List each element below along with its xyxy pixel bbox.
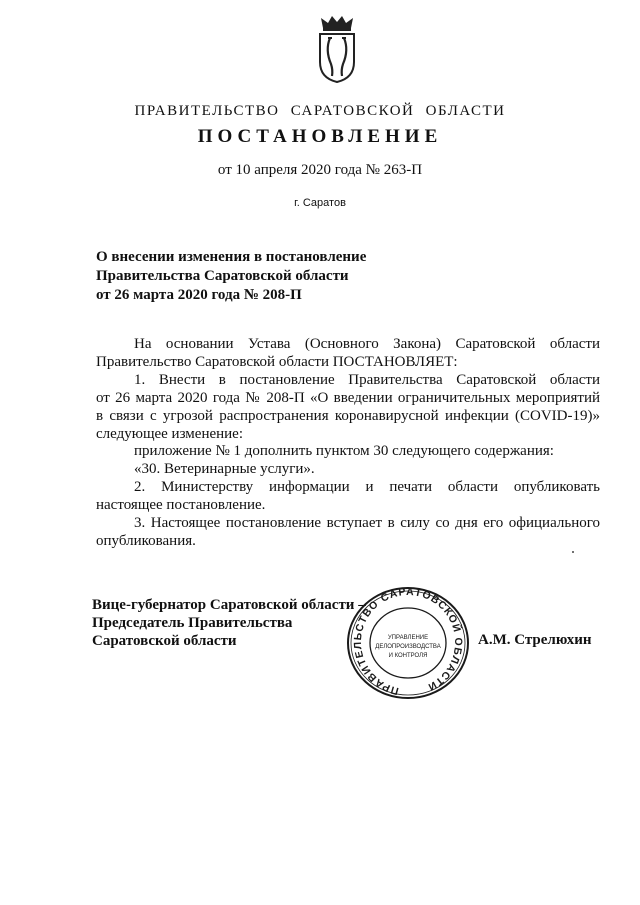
government-name: ПРАВИТЕЛЬСТВО САРАТОВСКОЙ ОБЛАСТИ	[134, 103, 506, 119]
body-line: опубликования.	[96, 533, 196, 549]
document-title-line: Правительства Саратовской области	[96, 268, 349, 284]
body-line: приложение № 1 дополнить пунктом 30 следующего содержания:	[134, 443, 554, 459]
body-line: «30. Ветеринарные услуги».	[134, 461, 315, 477]
document-title-line: от 26 марта 2020 года № 208-П	[96, 287, 302, 303]
document-city: г. Саратов	[294, 197, 346, 209]
body-line: 1. Внести в постановление Правительства Саратовской области	[134, 372, 600, 388]
stamp-ring-text: ПРАВИТЕЛЬСТВО САРАТОВСКОЙ ОБЛАСТИ	[351, 585, 465, 698]
document-date-number: от 10 апреля 2020 года № 263-П	[217, 162, 423, 178]
signatory-name: А.М. Стрелюхин	[478, 632, 592, 648]
signatory-position-line: Председатель Правительства	[92, 615, 293, 631]
document-type: ПОСТАНОВЛЕНИЕ	[197, 126, 443, 147]
body-line: 3. Настоящее постановление вступает в силу со дня его официального	[134, 515, 600, 531]
body-line: 2. Министерству информации и печати области опубликовать	[134, 479, 600, 495]
body-line: следующее изменение:	[96, 426, 244, 442]
document-title	[96, 248, 366, 305]
official-stamp	[343, 585, 473, 705]
body-line: в связи с угрозой распространения коронавирусной инфекции (COVID-19)»	[96, 408, 600, 424]
body-line: от 26 марта 2020 года № 208-П «О введении ограничительных мероприятий	[96, 390, 600, 406]
signatory-position-line: Саратовской области	[92, 633, 237, 649]
signatory-position-line: Вице-губернатор Саратовской области –	[92, 597, 366, 613]
stamp-center-line: И КОНТРОЛЯ	[388, 653, 428, 659]
signatory-position	[92, 596, 366, 650]
stamp-center-line: ДЕЛОПРОИЗВОДСТВА	[375, 644, 441, 650]
stamp-center-line: УПРАВЛЕНИЕ	[387, 635, 429, 641]
coat-of-arms-emblem	[315, 14, 359, 84]
body-line: настоящее постановление.	[96, 497, 266, 513]
body-line: На основании Устава (Основного Закона) Саратовской области	[134, 336, 600, 352]
body-line: Правительство Саратовской области ПОСТАНОВЛЯЕТ:	[96, 354, 458, 370]
document-title-line: О внесении изменения в постановление	[96, 249, 367, 265]
svg-text:ПРАВИТЕЛЬСТВО САРАТОВСКОЙ ОБЛА	[352, 586, 464, 697]
speck-mark	[572, 551, 574, 553]
